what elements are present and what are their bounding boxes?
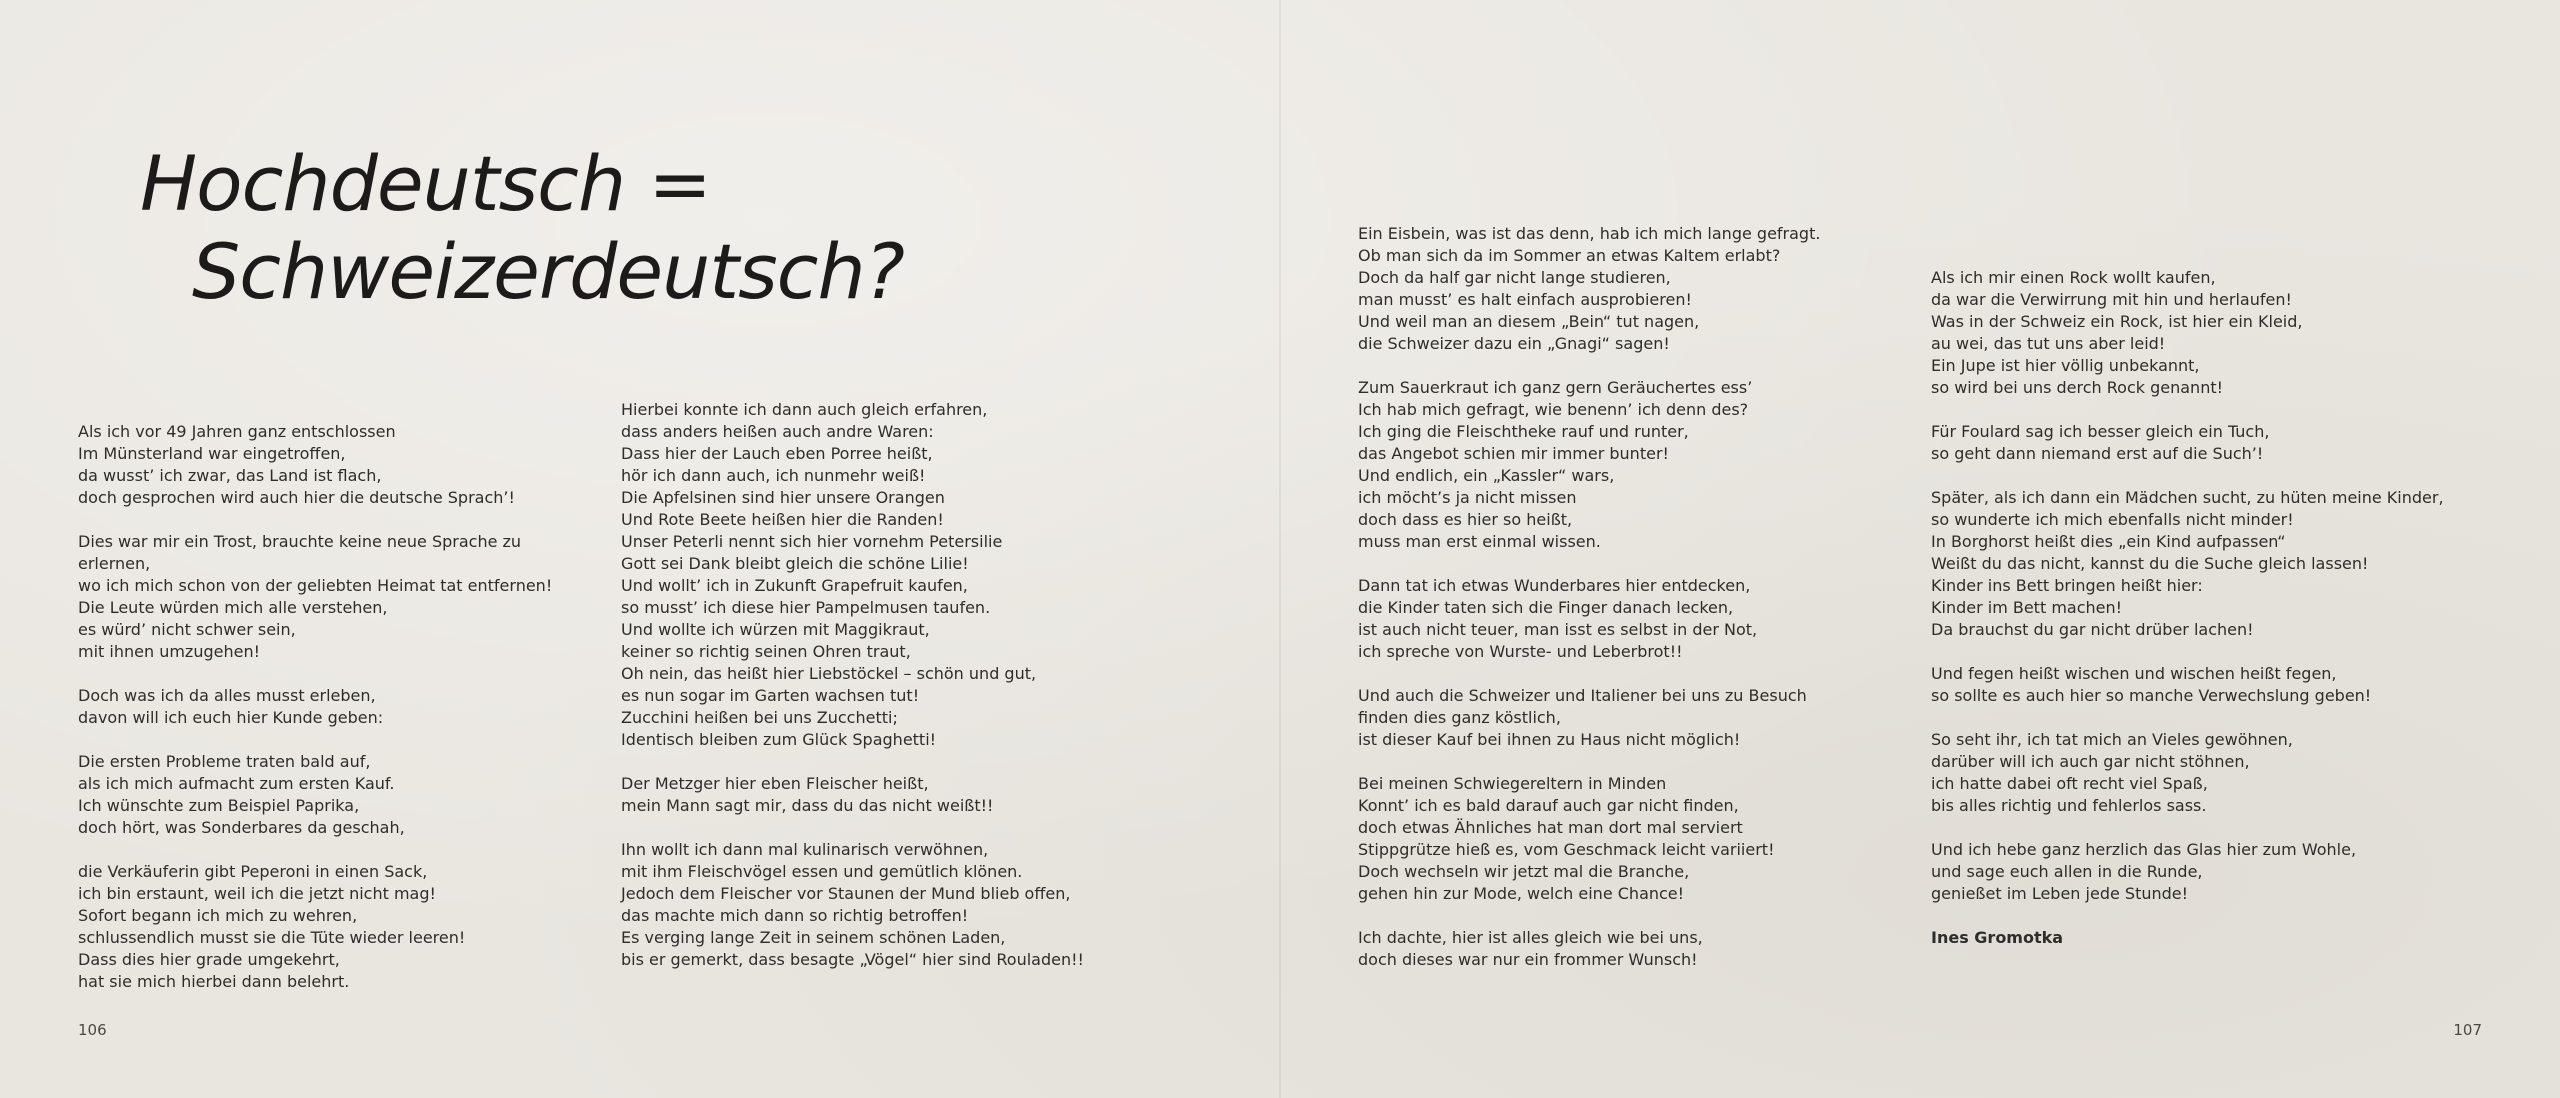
stanza: Zum Sauerkraut ich ganz gern Geräuchertes ess’ Ich hab mich gefragt, wie benenn’ ich denn des? Ich ging die Fleischtheke rauf und runter, das Angebot schien mir immer bunter! Und endlich, ein „Kassler“ wars, ich möcht’s ja nicht missen doch dass es hier so heißt, muss man erst einmal wissen. xyxy=(1358,378,1753,551)
stanza: Und ich hebe ganz herzlich das Glas hier zum Wohle, und sage euch allen in die Runde, genießet im Leben jede Stunde! xyxy=(1931,840,2357,903)
stanza: Die ersten Probleme traten bald auf, als ich mich aufmacht zum ersten Kauf. Ich wünschte zum Beispiel Paprika, doch hört, was Sonderbares da geschah, xyxy=(78,752,405,837)
stanza: Dann tat ich etwas Wunderbares hier entdecken, die Kinder taten sich die Finger danach lecken, ist auch nicht teuer, man isst es selbst in der Not, ich spreche von Wurste- und Leberbrot!! xyxy=(1358,576,1758,661)
stanza: Hierbei konnte ich dann auch gleich erfahren, dass anders heißen auch andre Waren: Dass hier der Lauch eben Porree heißt, hör ich dann auch, ich nunmehr weiß! Die Apfelsinen sind hier unsere Orangen Und Rote Beete heißen hier die Randen! Unser Peterli nennt sich hier vornehm Petersilie Gott sei Dank bleibt gleich die schöne Lilie! Und wollt’ ich in Zukunft Grapefruit kaufen, so musst’ ich diese hier Pampelmusen taufen. Und wollte ich würzen mit Maggikraut, keiner so richtig seinen Ohren traut, Oh nein, das heißt hier Liebstöckel – schön und gut, es nun sogar im Garten wachsen tut! Zucchini heißen bei uns Zucchetti; Identisch bleiben zum Glück Spaghetti! xyxy=(621,400,1037,749)
stanza: Bei meinen Schwiegereltern in Minden Konnt’ ich es bald darauf auch gar nicht finden, doch etwas Ähnliches hat man dort mal serviert Stippgrütze hieß es, vom Geschmack leicht variiert! Doch wechseln wir jetzt mal die Branche, gehen hin zur Mode, welch eine Chance! xyxy=(1358,774,1775,903)
stanza: Dies war mir ein Trost, brauchte keine neue Sprache zu erlernen, wo ich mich schon von der geliebten Heimat tat entfernen! Die Leute würden mich alle verstehen, es würd’ nicht schwer sein, mit ihnen umzugehen! xyxy=(78,532,553,661)
stanza: Für Foulard sag ich besser gleich ein Tuch, so geht dann niemand erst auf die Such’! xyxy=(1931,422,2270,463)
stanza: Ihn wollt ich dann mal kulinarisch verwöhnen, mit ihm Fleischvögel essen und gemütlich klönen. Jedoch dem Fleischer vor Staunen der Mund blieb offen, das machte mich dann so richtig betroffen! Es verging lange Zeit in seinem schönen Laden, bis er gemerkt, dass besagte „Vögel“ hier sind Rouladen!! xyxy=(621,840,1084,969)
stanza: Und auch die Schweizer und Italiener bei uns zu Besuch finden dies ganz köstlich, ist dieser Kauf bei ihnen zu Haus nicht möglich! xyxy=(1358,686,1807,749)
poem-column-4 xyxy=(1931,267,2491,949)
stanza: Als ich vor 49 Jahren ganz entschlossen Im Münsterland war eingetroffen, da wusst’ ich zwar, das Land ist flach, doch gesprochen wird auch hier die deutsche Sprach’! xyxy=(78,422,515,507)
poem-column-1 xyxy=(78,421,598,993)
stanza: Doch was ich da alles musst erleben, davon will ich euch hier Kunde geben: xyxy=(78,686,384,727)
book-gutter xyxy=(1279,0,1281,1098)
stanza: die Verkäuferin gibt Peperoni in einen Sack, ich bin erstaunt, weil ich die jetzt nicht mag! Sofort begann ich mich zu wehren, schlussendlich musst sie die Tüte wieder leeren! Dass dies hier grade umgekehrt, hat sie mich hierbei dann belehrt. xyxy=(78,862,466,991)
stanza: Ich dachte, hier ist alles gleich wie bei uns, doch dieses war nur ein frommer Wunsch! xyxy=(1358,928,1703,969)
poem-column-2 xyxy=(621,399,1141,971)
title-line-2: Schweizerdeutsch? xyxy=(192,227,904,316)
stanza: So seht ihr, ich tat mich an Vieles gewöhnen, darüber will ich auch gar nicht stöhnen, ich hatte dabei oft recht viel Spaß, bis alles richtig und fehlerlos sass. xyxy=(1931,730,2293,815)
stanza: Ein Eisbein, was ist das denn, hab ich mich lange gefragt. Ob man sich da im Sommer an etwas Kaltem erlabt? Doch da half gar nicht lange studieren, man musst’ es halt einfach ausprobieren! Und weil man an diesem „Bein“ tut nagen, die Schweizer dazu ein „Gnagi“ sagen! xyxy=(1358,224,1821,353)
stanza: Später, als ich dann ein Mädchen sucht, zu hüten meine Kinder, so wunderte ich mich ebenfalls nicht minder! In Borghorst heißt dies „ein Kind aufpassen“ Weißt du das nicht, kannst du die Suche gleich lassen! Kinder ins Bett bringen heißt hier: Kinder im Bett machen! Da brauchst du gar nicht drüber lachen! xyxy=(1931,488,2444,639)
stanza: Der Metzger hier eben Fleischer heißt, mein Mann sagt mir, dass du das nicht weißt!! xyxy=(621,774,994,815)
page-title xyxy=(140,140,904,316)
page-number-right: 107 xyxy=(2453,1021,2482,1039)
page-number-left: 106 xyxy=(78,1021,107,1039)
title-line-1: Hochdeutsch = xyxy=(140,139,711,228)
stanza: Und fegen heißt wischen und wischen heißt fegen, so sollte es auch hier so manche Verwechslung geben! xyxy=(1931,664,2372,705)
poem-column-3 xyxy=(1358,223,1878,971)
author-name: Ines Gromotka xyxy=(1931,928,2064,947)
stanza: Als ich mir einen Rock wollt kaufen, da war die Verwirrung mit hin und herlaufen! Was in der Schweiz ein Rock, ist hier ein Kleid, au wei, das tut uns aber leid! Ein Jupe ist hier völlig unbekannt, so wird bei uns derch Rock genannt! xyxy=(1931,268,2303,397)
